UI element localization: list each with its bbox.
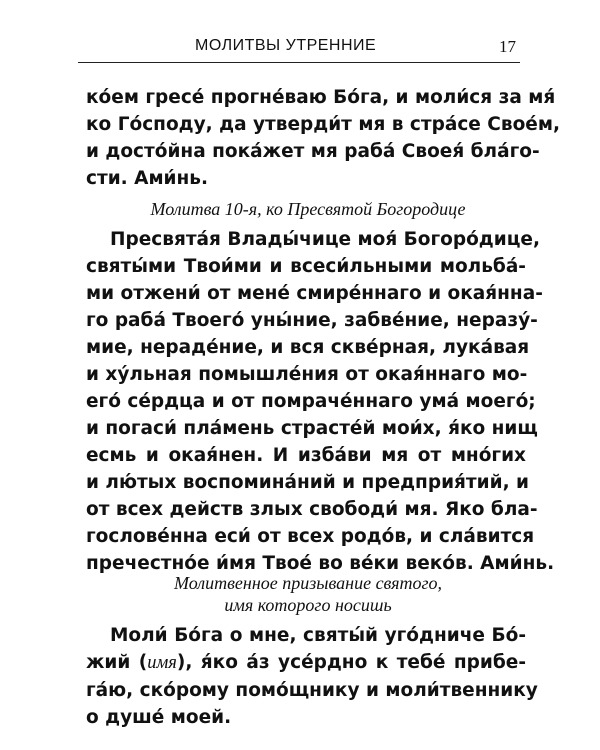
text-line: от всех действ злых свободи́ мя. Яко бла-	[86, 499, 538, 520]
text-line: ми отжени́ от мене́ смире́ннаго и окая́нна-	[86, 283, 543, 304]
heading-line: Молитвенное призывание святого,	[173, 573, 443, 593]
heading-saint-invocation	[78, 572, 538, 616]
heading-line: имя которого носишь	[224, 595, 392, 615]
page-number: 17	[499, 37, 516, 56]
text-line: и погаси́ пла́мень страсте́й мои́х, я́ко нищ	[86, 418, 538, 439]
prayer-10-text	[86, 226, 555, 577]
running-title: МОЛИТВЫ УТРЕННИЕ	[195, 37, 377, 54]
heading-line: Молитва 10-я, ко Пресвятой Богородице	[150, 199, 466, 219]
text-line: и досто́йна пока́жет мя раба́ Своея́ бла́го-	[86, 141, 540, 162]
running-header	[78, 34, 520, 63]
text-line	[86, 649, 526, 677]
text-line: его́ се́рдца и от помраче́ннаго ума́ моего́;	[86, 391, 536, 412]
text-line: пречестно́е и́мя Твое́ во ве́ки веко́в. Ами́нь.	[86, 553, 555, 574]
text-line: го раба́ Твоего́ уны́ние, забве́ние, неразу́-	[86, 310, 538, 331]
text-line: ко Го́споду, да утверди́т мя в стра́се Свое́м,	[86, 114, 560, 135]
text-line: о душе́ моей.	[86, 707, 232, 728]
name-placeholder: имя	[147, 653, 177, 673]
text-line: гослове́нна еси́ от всех родо́в, и сла́вится	[86, 526, 535, 547]
text-fragment: жий (	[86, 652, 148, 673]
text-line: есмь и окая́нен. И изба́ви мя от мно́гих	[86, 445, 526, 466]
heading-prayer-10	[78, 198, 538, 220]
prayer-9-ending	[86, 84, 560, 192]
text-line: и ху́льная помышле́ния от окая́ннаго мо-	[86, 364, 528, 385]
text-line: мие, нераде́ние, и вся скве́рная, лука́вая	[86, 337, 530, 358]
text-line: га́ю, ско́рому помо́щнику и моли́твеннику	[86, 680, 538, 701]
text-line: Пресвята́я Влады́чице моя́ Богоро́дице,	[110, 229, 540, 250]
text-line: сти. Ами́нь.	[86, 168, 209, 189]
text-fragment: ), я́ко а́з усе́рдно к тебе́ прибе-	[176, 652, 526, 673]
text-line: святы́ми Твои́ми и всеси́льными мольба́-	[86, 256, 526, 277]
saint-invocation-text	[86, 622, 538, 731]
text-line: Моли́ Бо́га о мне, святы́й уго́дниче Бо́-	[110, 625, 526, 646]
text-line: и лю́тых воспомина́ний и предприя́тий, и	[86, 472, 529, 493]
text-line: ко́ем гресе́ прогне́ваю Бо́га, и моли́ся за мя́	[86, 87, 556, 108]
